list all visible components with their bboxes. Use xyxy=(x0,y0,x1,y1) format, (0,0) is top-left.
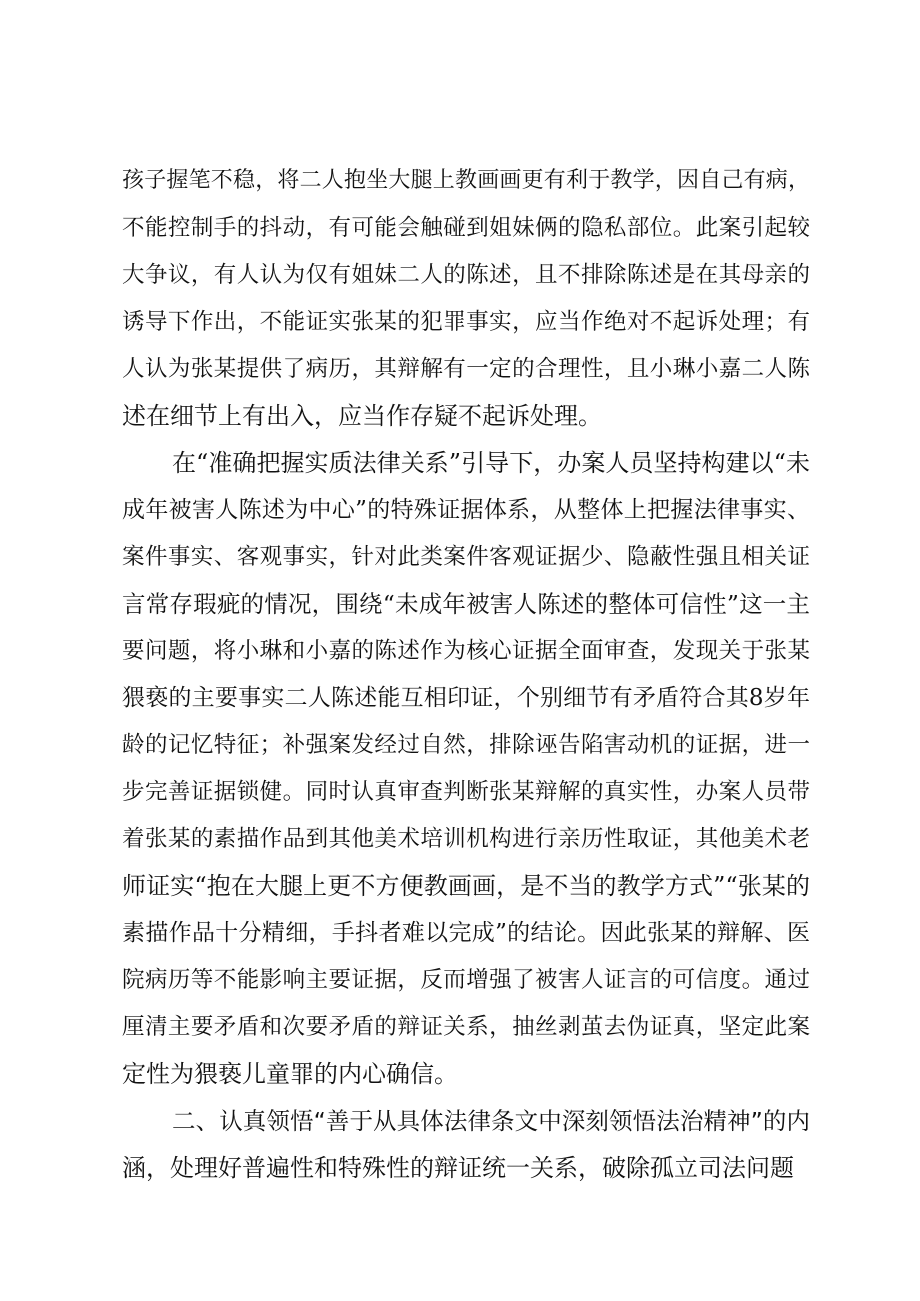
paragraph-1-line-2: 不能控制手的抖动，有可能会触碰到姐妹俩的隐私部位。此案引起较 xyxy=(122,215,810,241)
paragraph-2-line-3: 案件事实、客观事实，针对此类案件客观证据少、隐蔽性强且相关证 xyxy=(122,544,810,570)
paragraph-1-line-5: 人认为张某提供了病历，其辩解有一定的合理性，且小琳小嘉二人陈 xyxy=(122,356,810,382)
paragraph-2-line-7: 龄的记忆特征；补强案发经过自然，排除诬告陷害动机的证据，进一 xyxy=(122,732,810,758)
paragraph-2-line-6: 猥亵的主要事实二人陈述能互相印证，个别细节有矛盾符合其8岁年 xyxy=(122,685,810,711)
paragraph-2-line-10: 师证实“抱在大腿上更不方便教画画，是不当的教学方式”“张某的 xyxy=(122,872,810,900)
paragraph-1-line-3: 大争议，有人认为仅有姐妹二人的陈述，且不排除陈述是在其母亲的 xyxy=(122,262,810,288)
paragraph-2-line-11: 素描作品十分精细，手抖者难以完成”的结论。因此张某的辩解、医 xyxy=(122,920,810,946)
paragraph-2-line-5: 要问题，将小琳和小嘉的陈述作为核心证据全面审查，发现关于张某 xyxy=(122,638,810,664)
paragraph-2-line-1: 在“准确把握实质法律关系”引导下，办案人员坚持构建以“未 xyxy=(172,449,810,477)
paragraph-1-line-4: 诱导下作出，不能证实张某的犯罪事实，应当作绝对不起诉处理；有 xyxy=(122,309,810,335)
paragraph-2-line-13: 厘清主要矛盾和次要矛盾的辩证关系，抽丝剥茧去伪证真，坚定此案 xyxy=(122,1014,810,1040)
paragraph-1-line-6: 述在细节上有出入，应当作存疑不起诉处理。 xyxy=(122,402,602,430)
paragraph-2-line-14: 定性为猥亵儿童罪的内心确信。 xyxy=(122,1060,458,1088)
paragraph-1-line-1: 孩子握笔不稳，将二人抱坐大腿上教画画更有利于教学，因自己有病， xyxy=(122,168,810,193)
paragraph-2-line-2: 成年被害人陈述为中心”的特殊证据体系，从整体上把握法律事实、 xyxy=(122,497,810,523)
paragraph-2-line-8: 步完善证据锁健。同时认真审查判断张某辩解的真实性，办案人员带 xyxy=(122,779,810,805)
paragraph-2-line-12: 院病历等不能影响主要证据，反而增强了被害人证言的可信度。通过 xyxy=(122,967,810,993)
section-heading-line-1: 二、认真领悟“善于从具体法律条文中深刻领悟法治精神”的内 xyxy=(172,1107,810,1135)
paragraph-2-line-9: 着张某的素描作品到其他美术培训机构进行亲历性取证，其他美术老 xyxy=(122,826,810,852)
paragraph-2-line-4: 言常存瑕疵的情况，围绕“未成年被害人陈述的整体可信性”这一主 xyxy=(122,590,810,618)
section-heading-line-2: 涵，处理好普遍性和特殊性的辩证统一关系，破除孤立司法问题 xyxy=(122,1154,794,1182)
